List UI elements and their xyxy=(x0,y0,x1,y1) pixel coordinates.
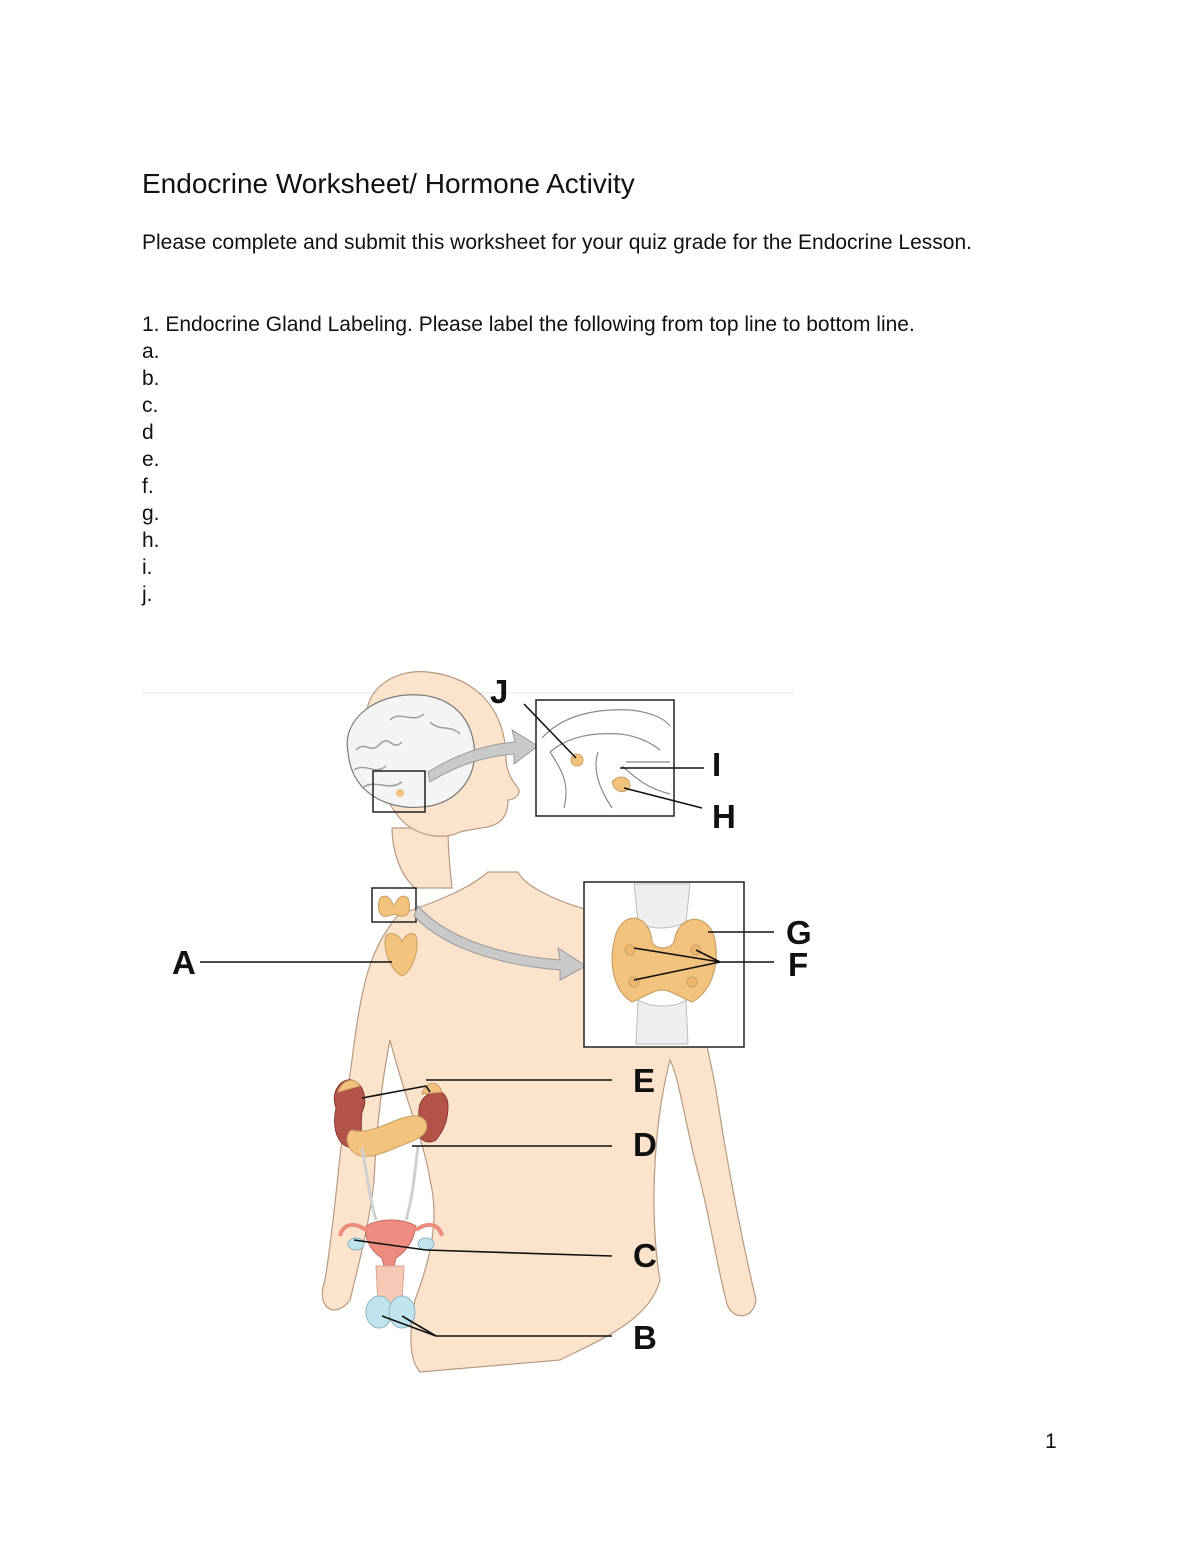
parathyroid-1 xyxy=(625,945,635,955)
question-1-prompt: 1. Endocrine Gland Labeling. Please label the following from top line to bottom line. xyxy=(142,313,915,336)
answer-item-b: b. xyxy=(142,367,160,390)
neck xyxy=(392,828,452,888)
answer-item-g: g. xyxy=(142,502,160,525)
label-i: I xyxy=(712,746,722,783)
brain xyxy=(347,695,474,808)
label-c: C xyxy=(633,1237,657,1274)
page-title: Endocrine Worksheet/ Hormone Activity xyxy=(142,168,635,199)
label-h: H xyxy=(712,798,736,835)
brain-inset xyxy=(536,700,674,816)
label-f: F xyxy=(788,946,809,983)
label-e: E xyxy=(633,1062,656,1099)
trachea-lower xyxy=(636,1000,688,1044)
left-testis xyxy=(366,1296,392,1328)
answer-item-i: i. xyxy=(142,556,153,579)
label-j: J xyxy=(490,673,509,710)
label-g: G xyxy=(786,914,812,951)
pituitary-small xyxy=(396,789,404,797)
answer-list xyxy=(142,338,160,608)
instructions-text: Please complete and submit this worksheet for your quiz grade for the Endocrine Lesson. xyxy=(142,231,972,254)
answer-item-f: f. xyxy=(142,475,154,498)
parathyroid-4 xyxy=(687,977,697,987)
right-ovary xyxy=(418,1238,434,1250)
label-d: D xyxy=(633,1126,657,1163)
page-number: 1 xyxy=(1045,1430,1057,1453)
answer-item-j: j. xyxy=(142,583,153,606)
answer-item-c: c. xyxy=(142,394,159,417)
endocrine-diagram xyxy=(130,660,850,1390)
thyroid-small xyxy=(378,896,409,916)
answer-item-h: h. xyxy=(142,529,160,552)
answer-item-d: d xyxy=(142,421,154,444)
label-b: B xyxy=(633,1319,657,1356)
answer-item-e: e. xyxy=(142,448,160,471)
label-a: A xyxy=(172,944,196,981)
answer-item-a: a. xyxy=(142,340,160,363)
